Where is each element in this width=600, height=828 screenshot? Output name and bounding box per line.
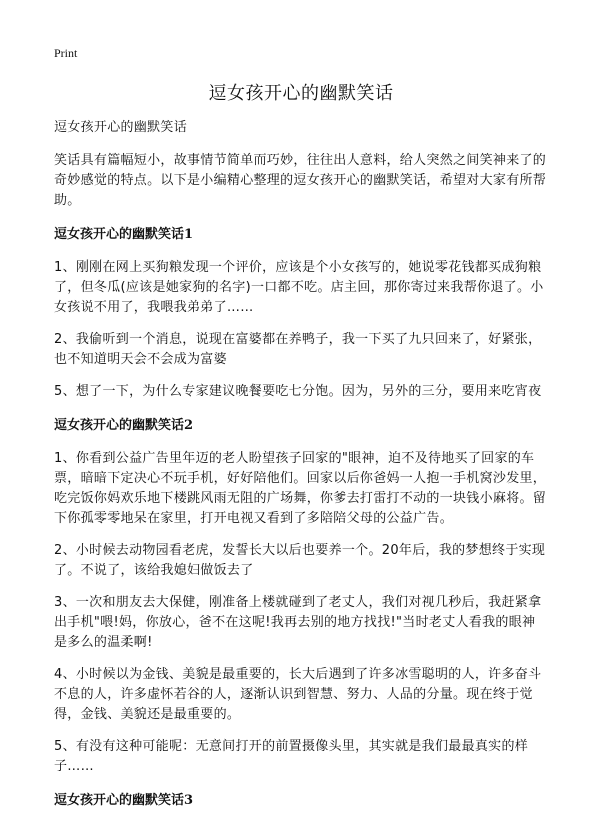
joke-paragraph: 1、你看到公益广告里年迈的老人盼望孩子回家的"眼神，迫不及待地买了回家的车票，暗暗下定决心不玩手机，好好陪他们。回家以后你爸妈一人抱一手机窝沙发里，吃完饭你妈欢乐地下楼跳风雨无阻的广场舞，你爹去打雷打不动的一块钱小麻将。留下你孤零零地呆在家里，打开电视又看到了多陪陪父母的公益广告。: [54, 451, 547, 526]
article-subtitle: 逗女孩开心的幽默笑话: [54, 120, 188, 135]
section-heading-3: 逗女孩开心的幽默笑话3: [54, 793, 194, 808]
joke-paragraph: 2、小时候去动物园看老虎，发誓长大以后也要养一个。20年后，我的梦想终于实现了。不说了，该给我媳妇做饭去了: [54, 543, 546, 578]
print-link[interactable]: Print: [54, 46, 78, 60]
page-title: 逗女孩开心的幽默笑话: [208, 83, 394, 104]
joke-paragraph: 5、有没有这种可能呢：无意间打开的前置摄像头里，其实就是我们最最真实的样子……: [54, 739, 529, 774]
section-heading-2: 逗女孩开心的幽默笑话2: [54, 418, 194, 433]
joke-paragraph: 2、我偷听到一个消息，说现在富婆都在养鸭子，我一下买了九只回来了，好紧张，也不知道明天会不会成为富婆: [54, 332, 542, 367]
joke-paragraph: 3、一次和朋友去大保健，刚准备上楼就碰到了老丈人，我们对视几秒后，我赶紧拿出手机"喂!妈，你放心，爸不在这呢!我再去别的地方找找!"当时老丈人看我的眼神是多么的温柔啊!: [54, 595, 542, 650]
joke-paragraph: 4、小时候以为金钱、美貌是最重要的，长大后遇到了许多冰雪聪明的人，许多奋斗不息的人，许多虚怀若谷的人，逐渐认识到智慧、努力、人品的分量。现在终于觉得，金钱、美貌还是最重要的。: [54, 667, 542, 722]
joke-paragraph: 1、刚刚在网上买狗粮发现一个评价，应该是个小女孩写的，她说零花钱都买成狗粮了，但冬瓜(应该是她家狗的名字)一口都不吃。店主回，那你寄过来我帮你退了。小女孩说不用了，我喂我弟弟了……: [54, 260, 544, 315]
intro-paragraph: 笑话具有篇幅短小，故事情节简单而巧妙，往往出人意料，给人突然之间笑神来了的奇妙感觉的特点。以下是小编精心整理的逗女孩开心的幽默笑话，希望对大家有所帮助。: [54, 153, 547, 208]
article-body: [54, 118, 548, 824]
section-heading-1: 逗女孩开心的幽默笑话1: [54, 227, 194, 242]
joke-paragraph: 5、想了一下，为什么专家建议晚餐要吃七分饱。因为，另外的三分，要用来吃宵夜: [54, 384, 542, 399]
